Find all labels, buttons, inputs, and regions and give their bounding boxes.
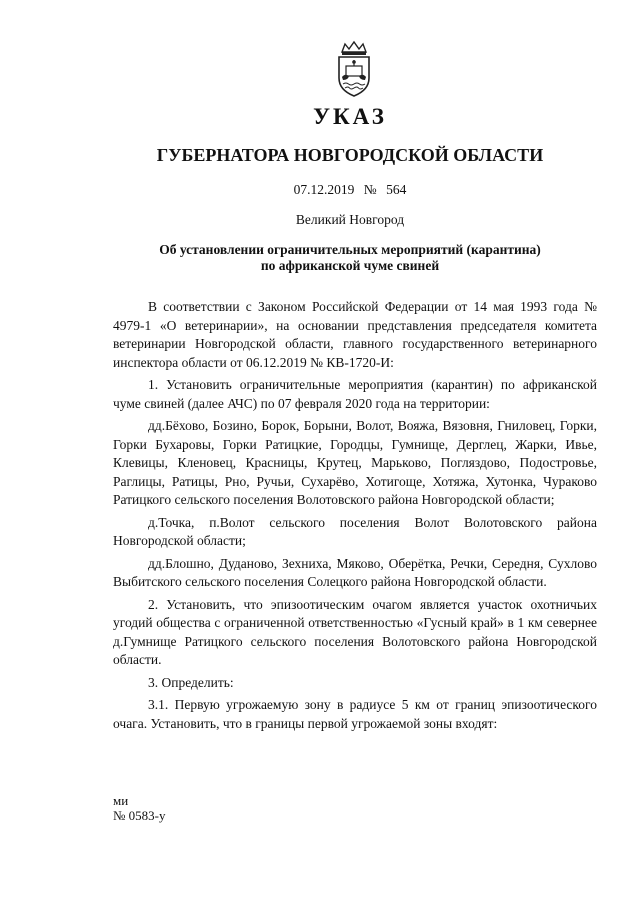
city-name: Великий Новгород: [295, 212, 405, 227]
document-date: 07.12.2019: [293, 182, 355, 197]
paragraph-item-2: 2. Установить, что эпизоотическим очагом является участок охотничьих угодий общества с ограниченной ответственностью «Гусный край» в 1 км севернее д.Гумнище Ратицкого сельского поселения Волотовского района Новгородской области.: [113, 596, 597, 667]
paragraph-item-3-1: 3.1. Первую угрожаемую зону в радиусе 5 км от границ эпизоотического очага. Установить, что в границы первой угрожаемой зоны входят:: [113, 697, 597, 731]
decree-heading: [30, 242, 640, 274]
decree-body: [113, 298, 597, 737]
document-footer: [113, 793, 165, 823]
heading-line-2: по африканской чуме свиней: [260, 258, 440, 273]
document-subtitle: ГУБЕРНАТОРА НОВГОРОДСКОЙ ОБЛАСТИ: [156, 145, 544, 165]
author-initials: ми: [113, 793, 129, 808]
paragraph-territory-list-2: д.Точка, п.Волот сельского поселения Волот Волотовского района Новгородской области;: [113, 514, 597, 548]
coat-of-arms-emblem: [331, 40, 377, 98]
number-sign: №: [363, 182, 377, 197]
paragraph-item-1: 1. Установить ограничительные мероприятия (карантин) по африканской чуме свиней (далее АЧС) по 07 февраля 2020 года на территории:: [113, 377, 597, 411]
document-title: УКАЗ: [313, 104, 387, 129]
paragraph-territory-list-1: дд.Бёхово, Бозино, Борок, Борыни, Волот, Вояжа, Вязовня, Гниловец, Горки, Горки Бухаровы, Горки Ратицкие, Городцы, Гумнище, Дерглец, Жарки, Ивье, Клевицы, Кленовец, Красницы, Крутец, Марьково, Погляздово, Подостровье, Раглицы, Ратицы, Рно, Ручьи, Сухарёво, Хотигоще, Хотяжа, Хутонка, Чураково Ратицкого сельского поселения Волотовского района Новгородской области;: [113, 418, 597, 507]
paragraph-preamble: В соответствии с Законом Российской Федерации от 14 мая 1993 года № 4979-1 «О ветеринарии», на основании представления председателя комитета ветеринарии Новгородской области, главного государственного ветеринарного инспектора области от 06.12.2019 № КВ-1720-И:: [113, 299, 597, 370]
date-and-number: [30, 182, 640, 198]
registry-number: № 0583-у: [113, 808, 166, 823]
paragraph-item-3: 3. Определить:: [148, 674, 234, 690]
heading-line-1: Об установлении ограничительных мероприятий (карантина): [159, 242, 541, 257]
paragraph-territory-list-3: дд.Блошно, Дуданово, Зехниха, Мяково, Оберётка, Речки, Середня, Сухлово Выбитского сельского поселения Солецкого района Новгородской области.: [113, 555, 597, 589]
document-number: 564: [386, 182, 407, 197]
